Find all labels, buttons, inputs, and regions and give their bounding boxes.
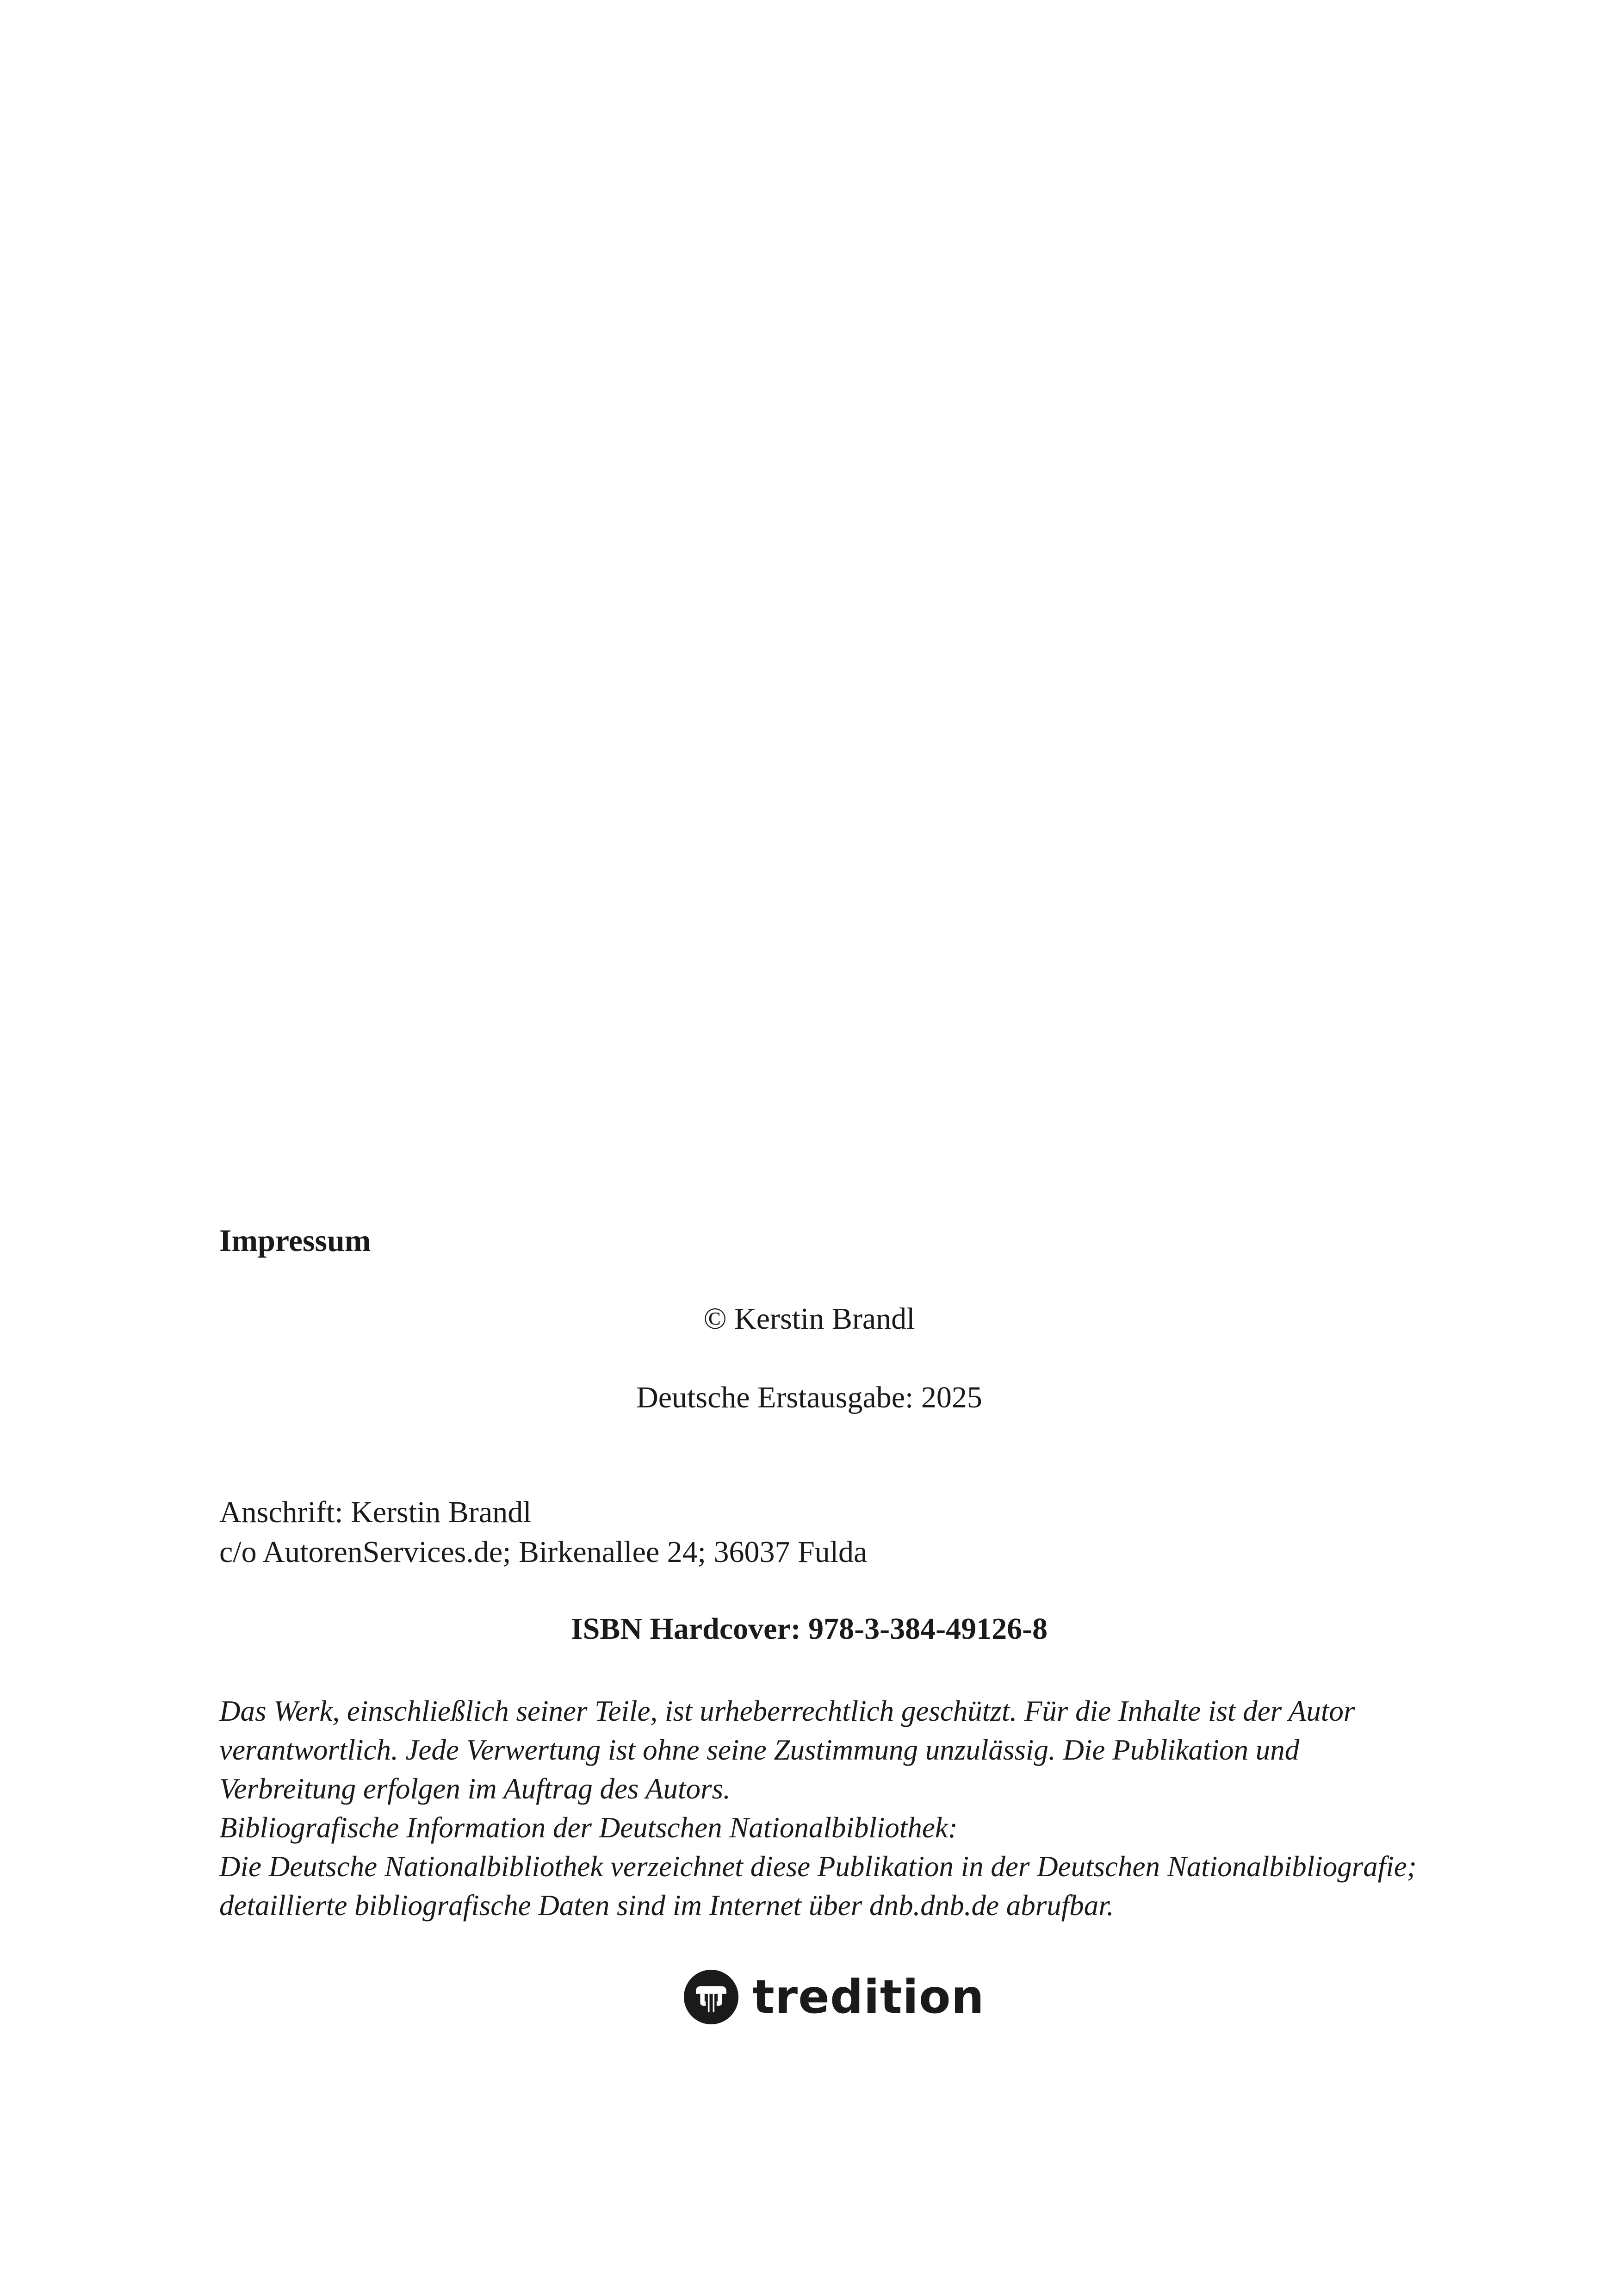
edition-line: Deutsche Erstausgabe: 2025 [636, 1381, 982, 1414]
copyright-line: © Kerstin Brandl [703, 1302, 915, 1336]
legal-line-2: verantwortlich. Jede Verwertung ist ohne seine Zustimmung unzulässig. Die Publikation und [219, 1734, 1300, 1766]
tredition-logo-icon [684, 1970, 738, 2024]
impressum-heading: Impressum [219, 1223, 371, 1258]
legal-line-1: Das Werk, einschließlich seiner Teile, ist urheberrechtlich geschützt. Für die Inhalte ist der Autor [219, 1695, 1355, 1727]
legal-line-6: detaillierte bibliografische Daten sind im Internet über dnb.dnb.de abrufbar. [219, 1889, 1114, 1922]
publisher-name: tredition [752, 1970, 985, 2024]
address-line-1: Anschrift: Kerstin Brandl [219, 1495, 532, 1529]
address-line-2: c/o AutorenServices.de; Birkenallee 24; 36037 Fulda [219, 1535, 868, 1569]
publisher-logo [684, 1967, 985, 2027]
legal-line-4: Bibliografische Information der Deutschen Nationalbibliothek: [219, 1811, 958, 1844]
legal-line-3: Verbreitung erfolgen im Auftrag des Autors. [219, 1773, 731, 1805]
legal-line-5: Die Deutsche Nationalbibliothek verzeichnet diese Publikation in der Deutschen Nationalbibliografie; [219, 1850, 1417, 1883]
address-block [219, 1493, 867, 1572]
isbn-line: ISBN Hardcover: 978-3-384-49126-8 [570, 1612, 1048, 1646]
legal-notice [219, 1692, 1422, 1925]
